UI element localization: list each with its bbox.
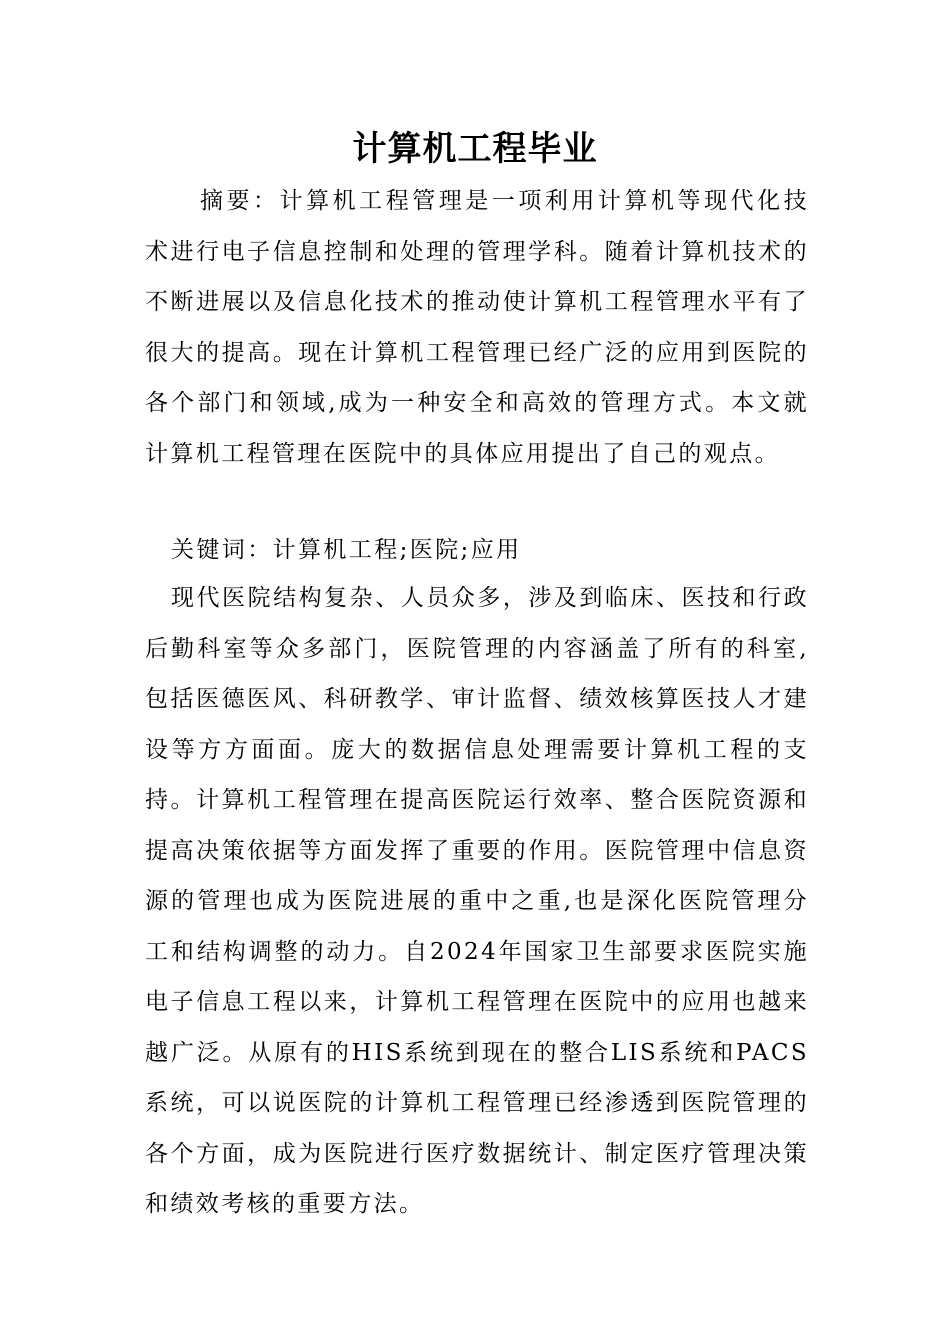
document-title: 计算机工程毕业 <box>352 129 598 169</box>
abstract-text: 计算机工程管理是一项利用计算机等现代化技术进行电子信息控制和处理的管理学科。随着计算机技术的不断进展以及信息化技术的推动使计算机工程管理水平有了很大的提高。现在计算机工程管理已经广泛的应用到医院的各个部门和领域,成为一种安全和高效的管理方式。本文就计算机工程管理在医院中的具体应用提出了自己的观点。 <box>145 188 810 467</box>
keywords-line <box>145 525 809 576</box>
abstract-label: 摘要： <box>200 188 280 214</box>
body-paragraph: 现代医院结构复杂、人员众多，涉及到临床、医技和行政后勤科室等众多部门，医院管理的内容涵盖了所有的科室,包括医德医风、科研教学、审计监督、绩效核算医技人才建设等方方面面。庞大的数据信息处理需要计算机工程的支持。计算机工程管理在提高医院运行效率、整合医院资源和提高决策依据等方面发挥了重要的作用。医院管理中信息资源的管理也成为医院进展的重中之重,也是深化医院管理分工和结构调整的动力。自2024年国家卫生部要求医院实施电子信息工程以来，计算机工程管理在医院中的应用也越来越广泛。从原有的HIS系统到现在的整合LIS系统和PACS系统，可以说医院的计算机工程管理已经渗透到医院管理的各个方面，成为医院进行医疗数据统计、制定医疗管理决策和绩效考核的重要方法。 <box>145 585 809 1217</box>
keywords-label: 关键词： <box>171 537 273 563</box>
abstract-paragraph <box>145 176 809 479</box>
keywords-text: 计算机工程;医院;应用 <box>272 537 522 563</box>
